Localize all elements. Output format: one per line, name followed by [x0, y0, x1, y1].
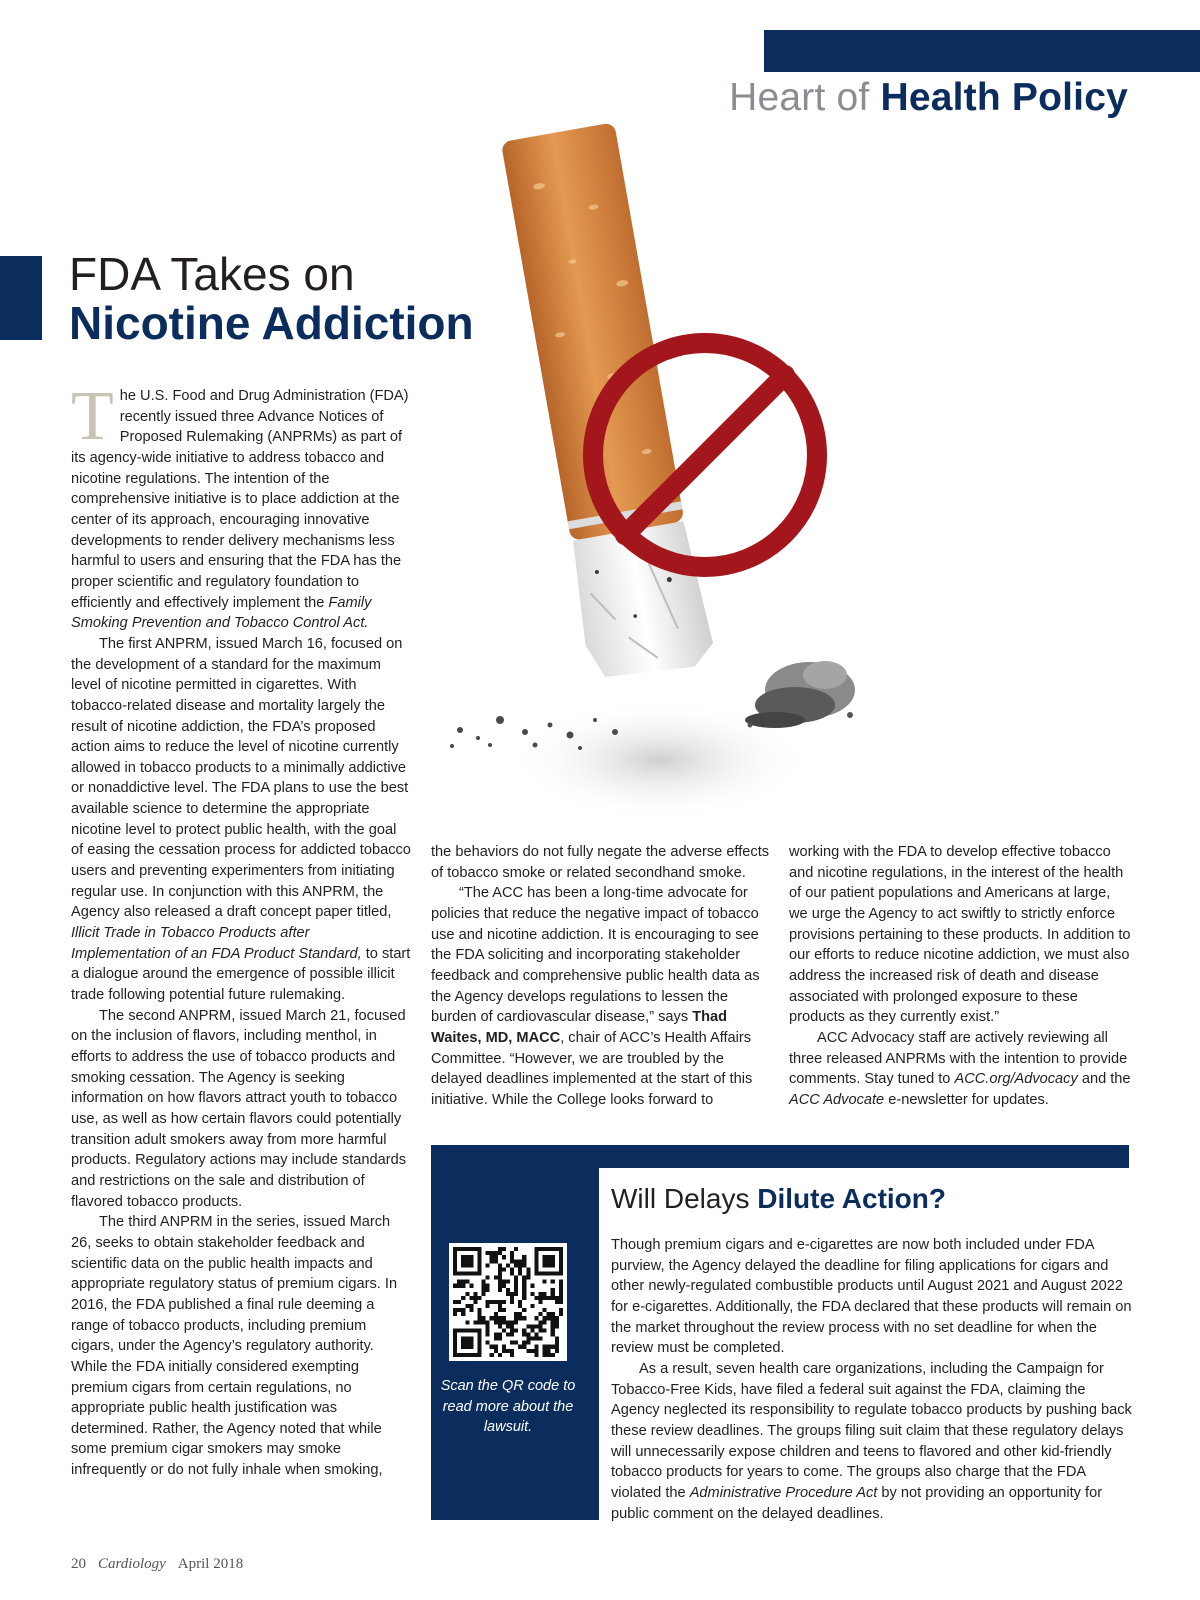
section-heading: [729, 76, 1128, 120]
paragraph-first-anprm: The first ANPRM, issued March 16, focused on the development of a standard for the maximum level of nicotine permitted in cigarettes. With tobacco-related disease and mortality largely the result of nicotine addiction, the FDA’s proposed action aims to reduce the level of nicotine currently allowed in tobacco products to a minimally addictive or nonaddictive level. The FDA plans to use the best available science to determine the appropriate nicotine level to protect public health, with the goal of easing the cessation process for addicted tobacco users and preventing experimenters from initiating regular use. In conjunction with this ANPRM, the Agency also released a draft concept paper titled, Illicit Trade in Tobacco Products after Implementation of an FDA Product Standard, to start a dialogue around the emergence of possible illicit trade following potential future rulemaking.: [71, 635, 411, 1004]
title-accent-bar: [0, 256, 42, 340]
header-bar: [764, 30, 1200, 72]
sidebar-body: [611, 1235, 1134, 1524]
article-column-2: [431, 842, 774, 1111]
cigarette-butt-illustration: [430, 120, 870, 840]
article-column-3: [789, 842, 1132, 1111]
paragraph-third-anprm: The third ANPRM in the series, issued March 26, seeks to obtain stakeholder feedback and scientific data on the public health impacts and appropriate regulatory status of premium cigars. In 2016, the FDA published a final rule deeming a range of tobacco products, including premium cigars, under the Agency’s regulatory authority. While the FDA initially considered exempting premium cigars from certain regulations, no appropriate public health justification was determined. Rather, the Agency noted that while some premium cigar smokers may smoke infrequently or do not fully inhale when smoking,: [71, 1214, 398, 1479]
act-title: Family Smoking Prevention and Tobacco Control Act.: [71, 594, 372, 632]
page-footer: [71, 1556, 243, 1573]
section-heading-light: Heart of: [729, 76, 870, 119]
qr-code-icon[interactable]: [449, 1243, 567, 1361]
quote-speaker: Thad Waites, MD, MACC: [431, 1009, 728, 1046]
ash-pile: [745, 661, 855, 728]
drop-cap: T: [71, 378, 114, 455]
qr-caption: Scan the QR code to read more about the lawsuit.: [440, 1378, 576, 1436]
issue-date: April 2018: [177, 1556, 244, 1572]
paragraph-quote-continued: working with the FDA to develop effective tobacco and nicotine regulations, in the interest of the health of our patient populations and Americans at large, we urge the Agency to act swiftly to strictly enforce provisions pertaining to these products. In addition to our efforts to reduce nicotine addiction, we must also address the increased risk of death and disease associated with prolonged exposure to these products as they currently exist.”: [789, 844, 1131, 1026]
sidebar-title-light: Will Delays: [611, 1183, 750, 1214]
sidebar-top-bar: [431, 1145, 1129, 1168]
paragraph-second-anprm: The second ANPRM, issued March 21, focused on the inclusion of flavors, including menthol, in efforts to address the use of tobacco products and smoking cessation. The Agency is seeking information on how flavors attract youth to tobacco use, as well as how certain flavors could potentially transition adult smokers away from more harmful products. Regulatory actions may include standards and restrictions on the sale and distribution of flavored tobacco products.: [71, 1007, 407, 1210]
paragraph-intro: The U.S. Food and Drug Administration (FDA) recently issued three Advance Notices of Proposed Rulemaking (ANPRMs) as part of its agency-wide initiative to address tobacco and nicotine regulations. The intention of the comprehensive initiative is to place addiction at the center of its approach, encouraging innovative developments to render delivery mechanisms less harmful to users and ensuring that the FDA has the proper scientific and regulatory foundation to efficiently and effectively implement the Family Smoking Prevention and Tobacco Control Act.: [71, 378, 409, 632]
paragraph-advocacy: ACC Advocacy staff are actively reviewing all three released ANPRMs with the intention to provide comments. Stay tuned to ACC.org/Advocacy and the ACC Advocate e-newsletter for updates.: [789, 1029, 1131, 1108]
sidebar-paragraph-1: Though premium cigars and e-cigarettes are now both included under FDA purview, the Agency delayed the deadline for filing applications for cigars and other newly-regulated combustible products until August 2021 and August 2022 for e-cigarettes. Additionally, the FDA declared that these products will remain on the market throughout the review process with no set deadline for when the review must be completed.: [611, 1237, 1132, 1357]
procedure-act-title: Administrative Procedure Act: [689, 1484, 878, 1501]
section-heading-bold: Health Policy: [880, 76, 1128, 119]
sidebar-paragraph-2: As a result, seven health care organizations, including the Campaign for Tobacco-Free Kids, have filed a federal suit against the FDA, claiming the Agency neglected its responsibility to regulate tobacco products by pushing back these review deadlines. The groups filing suit claim that these regulatory delays will unnecessarily expose children and teens to flavored and other kid-friendly tobacco products for years to come. The groups also charge that the FDA violated the Administrative Procedure Act by not providing an opportunity for public comment on the delayed deadlines.: [611, 1360, 1132, 1522]
article-column-1: [71, 378, 411, 1481]
sidebar-title-bold: Dilute Action?: [757, 1183, 946, 1214]
newsletter-name: ACC Advocate: [789, 1091, 885, 1108]
magazine-name: Cardiology: [98, 1556, 166, 1572]
sidebar-title: [611, 1183, 946, 1215]
concept-paper-title: Illicit Trade in Tobacco Products after Implementation of an FDA Product Standard,: [71, 925, 362, 962]
paragraph-continued: the behaviors do not fully negate the adverse effects of tobacco smoke or related secondhand smoke.: [431, 844, 770, 881]
page-number: 20: [71, 1556, 86, 1572]
article-title-line2: Nicotine Addiction: [69, 297, 474, 349]
article-title-line1: FDA Takes on: [69, 248, 355, 300]
advocacy-link[interactable]: ACC.org/Advocacy: [954, 1071, 1078, 1088]
paragraph-acc-quote: “The ACC has been a long-time advocate for policies that reduce the negative impact of tobacco use and nicotine addiction. It is encouraging to see the FDA soliciting and incorporating stakeholder feedback and comprehensive public health data as the Agency develops regulations to lessen the burden of cardiovascular disease,” says Thad Waites, MD, MACC, chair of ACC’s Health Affairs Committee. “However, we are troubled by the delayed deadlines implemented at the start of this initiative. While the College looks forward to: [431, 885, 760, 1108]
